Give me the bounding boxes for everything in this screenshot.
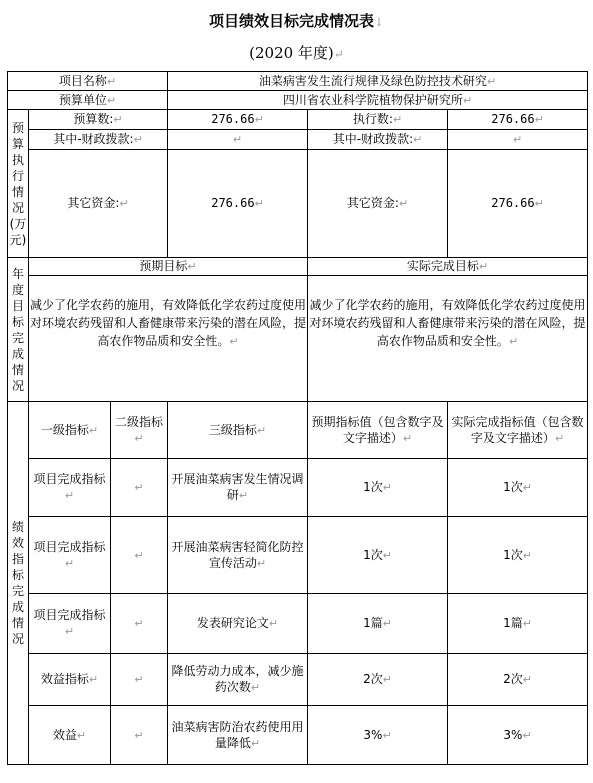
actual-goal-header: 实际完成目标↵ xyxy=(308,258,588,276)
level3-cell: 发表研究论文↵ xyxy=(168,594,308,654)
table-row xyxy=(8,594,588,654)
level2-cell: ↵ xyxy=(111,706,168,765)
project-name-label: 项目名称↵ xyxy=(8,72,168,91)
budget-unit-label: 预算单位↵ xyxy=(8,91,168,110)
exec-amount-value: 276.66↵ xyxy=(448,110,588,130)
level1-cell: 项目完成指标↵ xyxy=(29,517,111,594)
expected-goal-header: 预期目标↵ xyxy=(29,258,308,276)
level1-cell: 项目完成指标↵ xyxy=(29,459,111,517)
fiscal-exec-label: 其中-财政拨款:↵ xyxy=(308,130,448,150)
expected-cell: 1次↵ xyxy=(308,459,448,517)
header-level1: 一级指标↵ xyxy=(29,402,111,459)
level2-cell: ↵ xyxy=(111,517,168,594)
expected-cell: 3%↵ xyxy=(308,706,448,765)
level2-cell: ↵ xyxy=(111,594,168,654)
other-funds-value: 276.66↵ xyxy=(168,150,308,258)
table-row xyxy=(8,706,588,765)
project-name-value: 油菜病害发生流行规律及绿色防控技术研究↵ xyxy=(168,72,588,91)
actual-goal-text: 减少了化学农药的施用，有效降低化学农药过度使用对环境农药残留和人畜健康带来污染的潜在风险，提高农作物品质和安全性。↵ xyxy=(308,276,588,402)
arrow-down-mark: ↓ xyxy=(373,15,385,29)
actual-cell: 3%↵ xyxy=(448,706,588,765)
expected-cell: 2次↵ xyxy=(308,654,448,706)
table-row xyxy=(8,654,588,706)
paragraph-mark: ↵ xyxy=(333,47,344,61)
expected-cell: 1次↵ xyxy=(308,517,448,594)
table-row xyxy=(8,517,588,594)
budget-section-label: 预算执行情况(万元) xyxy=(8,110,29,258)
fiscal-label: 其中-财政拨款:↵ xyxy=(29,130,168,150)
level1-cell: 项目完成指标↵ xyxy=(29,594,111,654)
other-funds-label: 其它资金:↵ xyxy=(29,150,168,258)
level3-cell: 油菜病害防治农药使用用量降低↵ xyxy=(168,706,308,765)
actual-cell: 2次↵ xyxy=(448,654,588,706)
actual-cell: 1次↵ xyxy=(448,517,588,594)
goals-section-label: 年度目标完成情况 xyxy=(8,258,29,402)
header-level3: 三级指标↵ xyxy=(168,402,308,459)
level3-cell: 开展油菜病害轻简化防控宣传活动↵ xyxy=(168,517,308,594)
level3-cell: 开展油菜病害发生情况调研↵ xyxy=(168,459,308,517)
actual-cell: 1次↵ xyxy=(448,459,588,517)
level2-cell: ↵ xyxy=(111,654,168,706)
performance-table xyxy=(7,71,588,765)
actual-cell: 1篇↵ xyxy=(448,594,588,654)
fiscal-value: ↵ xyxy=(168,130,308,150)
table-row xyxy=(8,459,588,517)
expected-cell: 1篇↵ xyxy=(308,594,448,654)
header-level2: 二级指标↵ xyxy=(111,402,168,459)
header-actual: 实际完成指标值（包含数字及文字描述）↵ xyxy=(448,402,588,459)
page-subtitle: (2020 年度)↵ xyxy=(249,44,344,62)
level1-cell: 效益指标↵ xyxy=(29,654,111,706)
level1-cell: 效益↵ xyxy=(29,706,111,765)
other-funds-exec-label: 其它资金:↵ xyxy=(308,150,448,258)
header-expected: 预期指标值（包含数字及文字描述）↵ xyxy=(308,402,448,459)
level2-cell: ↵ xyxy=(111,459,168,517)
other-funds-exec-value: 276.66↵ xyxy=(448,150,588,258)
budget-amount-label: 预算数:↵ xyxy=(29,110,168,130)
level3-cell: 降低劳动力成本，减少施药次数↵ xyxy=(168,654,308,706)
budget-unit-value: 四川省农业科学院植物保护研究所↵ xyxy=(168,91,588,110)
budget-amount-value: 276.66↵ xyxy=(168,110,308,130)
page-title: 项目绩效目标完成情况表↓ xyxy=(208,12,385,30)
fiscal-exec-value: ↵ xyxy=(448,130,588,150)
exec-amount-label: 执行数:↵ xyxy=(308,110,448,130)
expected-goal-text: 减少了化学农药的施用，有效降低化学农药过度使用对环境农药残留和人畜健康带来污染的潜在风险，提高农作物品质和安全性。↵ xyxy=(29,276,308,402)
indicators-section-label: 绩效指标完成情况 xyxy=(8,402,29,765)
